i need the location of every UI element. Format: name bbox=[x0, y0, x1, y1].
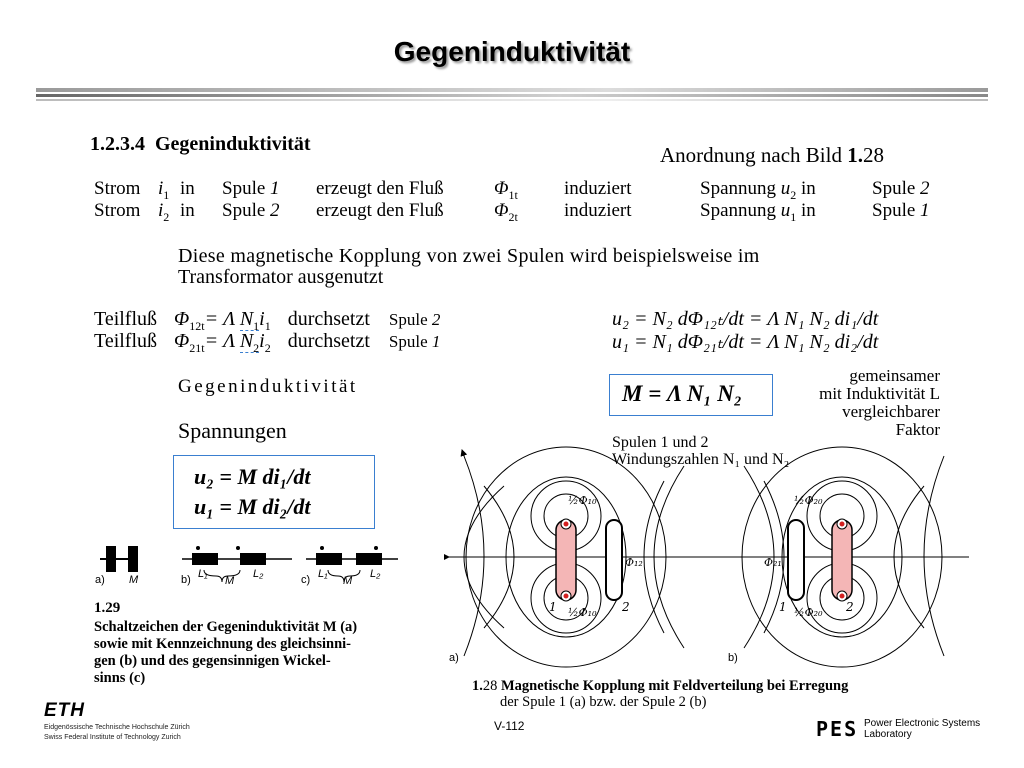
mutual-note: gemeinsamer mit Induktivität L vergleichbarer Faktor bbox=[819, 366, 940, 439]
field-diagram bbox=[444, 446, 974, 674]
coil-1-a bbox=[556, 520, 576, 600]
flux-row-1: Strom $i_1$ in Spule 1 erzeugt den Fluß $\Phi_{1t}$ induziert Spannung $u_2$ in Spule 2 bbox=[94, 178, 930, 202]
fig129-number: 1.29 bbox=[94, 600, 121, 616]
flux-row-2: Strom $i_2$ in Spule 2 erzeugt den Fluß $\Phi_{2t}$ induziert Spannung $u_1$ in Spule 1 bbox=[94, 200, 930, 224]
symbol-M-b: M bbox=[225, 575, 235, 587]
voltage-eq-2: u₁ = N₁ dΦ₂₁ₜ/dt = Λ N₁ N₂ di₂/dt bbox=[612, 331, 879, 353]
voltages-eq-1: u₂ = M di₁/dt bbox=[194, 464, 311, 489]
arrangement-ref: Anordnung nach Bild 1.28 bbox=[660, 143, 884, 167]
mutual-heading: Gegeninduktivität bbox=[178, 376, 358, 397]
section-title: Gegeninduktivität bbox=[155, 133, 311, 155]
phi12: Φ₁₂ bbox=[625, 556, 643, 569]
section-heading bbox=[90, 133, 311, 156]
voltages-eq-2: u₁ = M di₂/dt bbox=[194, 494, 311, 519]
coil-2-b bbox=[832, 520, 852, 600]
voltages-heading: Spannungen bbox=[178, 418, 287, 443]
coil-label-1b: 1 bbox=[779, 600, 787, 614]
eth-logo: ETH bbox=[44, 700, 85, 721]
mutual-formula-box bbox=[609, 374, 773, 416]
symbol-label-a: a) bbox=[95, 574, 105, 586]
symbol-L1-b: L₁ bbox=[198, 568, 208, 580]
coupling-text: Diese magnetische Kopplung von zwei Spulen wird beispielsweise im Transformator ausgenutzt bbox=[178, 245, 760, 288]
phi10-bottom: ½Φ₁₀ bbox=[568, 606, 597, 619]
coil-label-2a: 2 bbox=[622, 600, 630, 614]
circuit-symbols bbox=[92, 540, 402, 590]
section-number: 1.2.3.4 bbox=[90, 133, 145, 155]
symbol-L1-c: L₁ bbox=[318, 568, 328, 580]
pes-logo: PES bbox=[816, 717, 859, 741]
phi20-top: ½Φ₂₀ bbox=[794, 494, 823, 507]
symbol-L2-b: L₂ bbox=[253, 568, 264, 580]
coil-1-b bbox=[788, 520, 804, 600]
symbol-label-c: c) bbox=[301, 574, 311, 586]
phi20-bottom: ½Φ₂₀ bbox=[794, 606, 823, 619]
fig128-label-b: b) bbox=[728, 652, 738, 664]
pes-text: Power Electronic Systems Laboratory bbox=[864, 718, 981, 740]
fig128-caption: 1.28 Magnetische Kopplung mit Feldverteilung bei Erregung der Spule 1 (a) bzw. der Spule 2 (b) bbox=[472, 678, 849, 710]
eth-line-2: Swiss Federal Institute of Technology Zurich bbox=[44, 734, 181, 741]
page-number: V-112 bbox=[494, 719, 525, 733]
symbol-label-b: b) bbox=[181, 574, 191, 586]
symbol-M-c: M bbox=[343, 575, 353, 587]
coil-2-a bbox=[606, 520, 622, 600]
phi10-top: ½Φ₁₀ bbox=[568, 494, 597, 507]
eth-line-1: Eidgenössische Technische Hochschule Zürich bbox=[44, 724, 190, 731]
coils-caption: Spulen 1 und 2 Windungszahlen N₁ und N₂ bbox=[612, 434, 790, 468]
voltage-eq-1: u₂ = N₂ dΦ₁₂ₜ/dt = Λ N₁ N₂ di₁/dt bbox=[612, 308, 879, 330]
voltages-box bbox=[173, 455, 375, 529]
partial-flux-2: Teilfluß $\Phi_{21t}= \Lambda$ $N_2i_2$ durchsetzt Spule 1 bbox=[94, 330, 441, 355]
coil-label-1a: 1 bbox=[549, 600, 557, 614]
phi21: Φ₂₁ bbox=[764, 556, 782, 569]
symbol-a bbox=[100, 546, 138, 572]
mutual-formula: M = Λ N₁ N₂ bbox=[622, 381, 742, 406]
symbol-M-a: M bbox=[129, 574, 139, 586]
fig128-label-a: a) bbox=[449, 652, 459, 664]
title-divider bbox=[36, 88, 988, 102]
symbol-L2-c: L₂ bbox=[370, 568, 381, 580]
partial-flux-1: Teilfluß $\Phi_{12t}= \Lambda$ $N_1i_1$ durchsetzt Spule 2 bbox=[94, 308, 441, 333]
coil-label-2b: 2 bbox=[846, 600, 854, 614]
slide-title: Gegeninduktivität bbox=[393, 36, 631, 67]
fig129-caption: Schaltzeichen der Gegeninduktivität M (a) sowie mit Kennzeichnung des gleichsinni- gen (b) und des gegensinnigen Wickel- sinns (c) bbox=[94, 619, 358, 686]
